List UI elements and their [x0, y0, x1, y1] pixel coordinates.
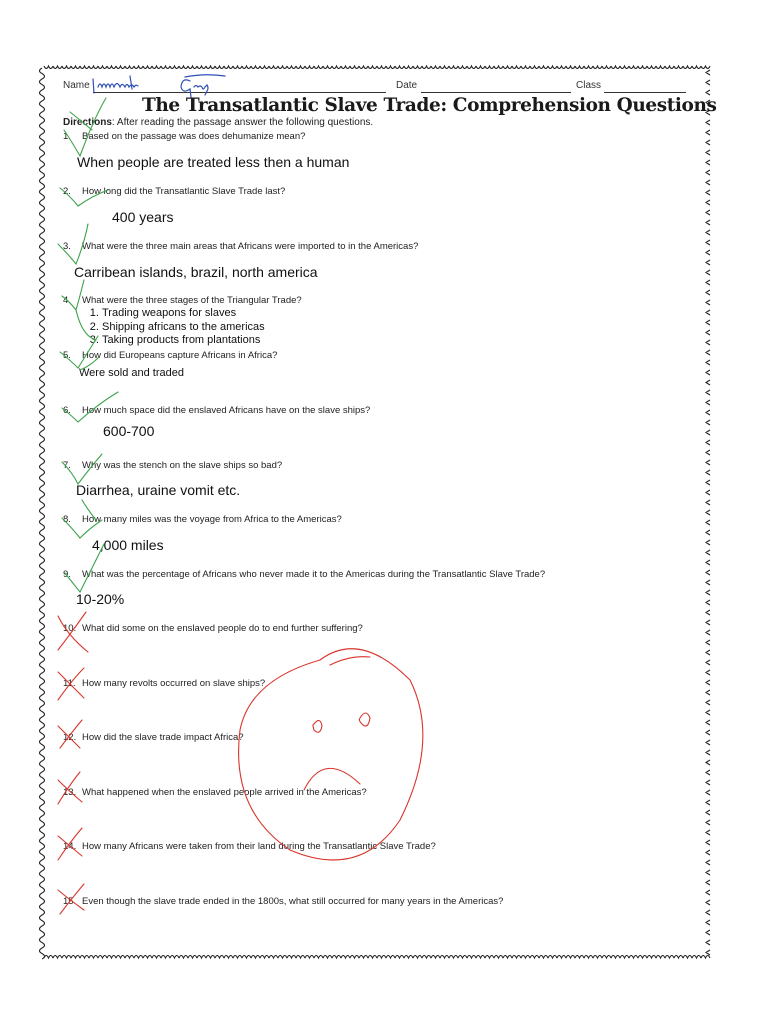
answer-5: Were sold and traded [79, 367, 184, 379]
answer-4-item: 1. Trading weapons for slaves [102, 307, 265, 321]
question-13: 13. What happened when the enslaved people arrived in the Americas? [63, 787, 367, 798]
question-5: 5. How did Europeans capture Africans in Africa? [63, 350, 278, 361]
answer-8: 4,000 miles [92, 537, 164, 553]
directions-label: Directions [63, 117, 112, 128]
question-11: 11. How many revolts occurred on slave ships? [63, 678, 266, 689]
answer-4-item: 3. Taking products from plantations [102, 334, 265, 348]
date-line [421, 92, 571, 93]
name-label: Name [63, 80, 90, 91]
worksheet-title: The Transatlantic Slave Trade: Comprehension Questions [142, 95, 717, 116]
answer-4-list [84, 307, 265, 348]
answer-3: Carribean islands, brazil, north america [74, 264, 318, 280]
question-8: 8. How many miles was the voyage from Africa to the Americas? [63, 514, 342, 525]
question-14: 14. How many Africans were taken from their land during the Transatlantic Slave Trade? [63, 841, 436, 852]
sad-face-icon [239, 649, 423, 860]
question-10: 10. What did some on the enslaved people do to end further suffering? [63, 623, 363, 634]
directions-text: : After reading the passage answer the following questions. [111, 117, 374, 128]
answer-2: 400 years [112, 209, 174, 225]
answer-6: 600-700 [103, 423, 155, 439]
class-label: Class [576, 80, 602, 91]
date-label: Date [396, 80, 418, 91]
question-9: 9. What was the percentage of Africans who never made it to the Americas during the Transatlantic Slave Trade? [63, 569, 546, 580]
answer-1: When people are treated less then a human [77, 154, 350, 170]
answer-7: Diarrhea, uraine vomit etc. [76, 482, 241, 498]
answer-9: 10-20% [76, 591, 125, 607]
question-15: 15. Even though the slave trade ended in the 1800s, what still occurred for many years in the Americas? [63, 896, 504, 907]
question-7: 7. Why was the stench on the slave ships so bad? [63, 460, 283, 471]
class-line [604, 92, 686, 93]
question-6: 6. How much space did the enslaved Africans have on the slave ships? [63, 405, 371, 416]
question-4: 4. What were the three stages of the Triangular Trade? [63, 295, 302, 306]
question-12: 12. How did the slave trade impact Africa? [63, 732, 244, 743]
question-3: 3. What were the three main areas that Africans were imported to in the Americas? [63, 241, 419, 252]
question-1: 1. Based on the passage was does dehumanize mean? [63, 131, 306, 142]
question-2: 2. How long did the Transatlantic Slave Trade last? [63, 186, 286, 197]
directions [63, 117, 373, 128]
answer-4-item: 2. Shipping africans to the americas [102, 321, 265, 335]
